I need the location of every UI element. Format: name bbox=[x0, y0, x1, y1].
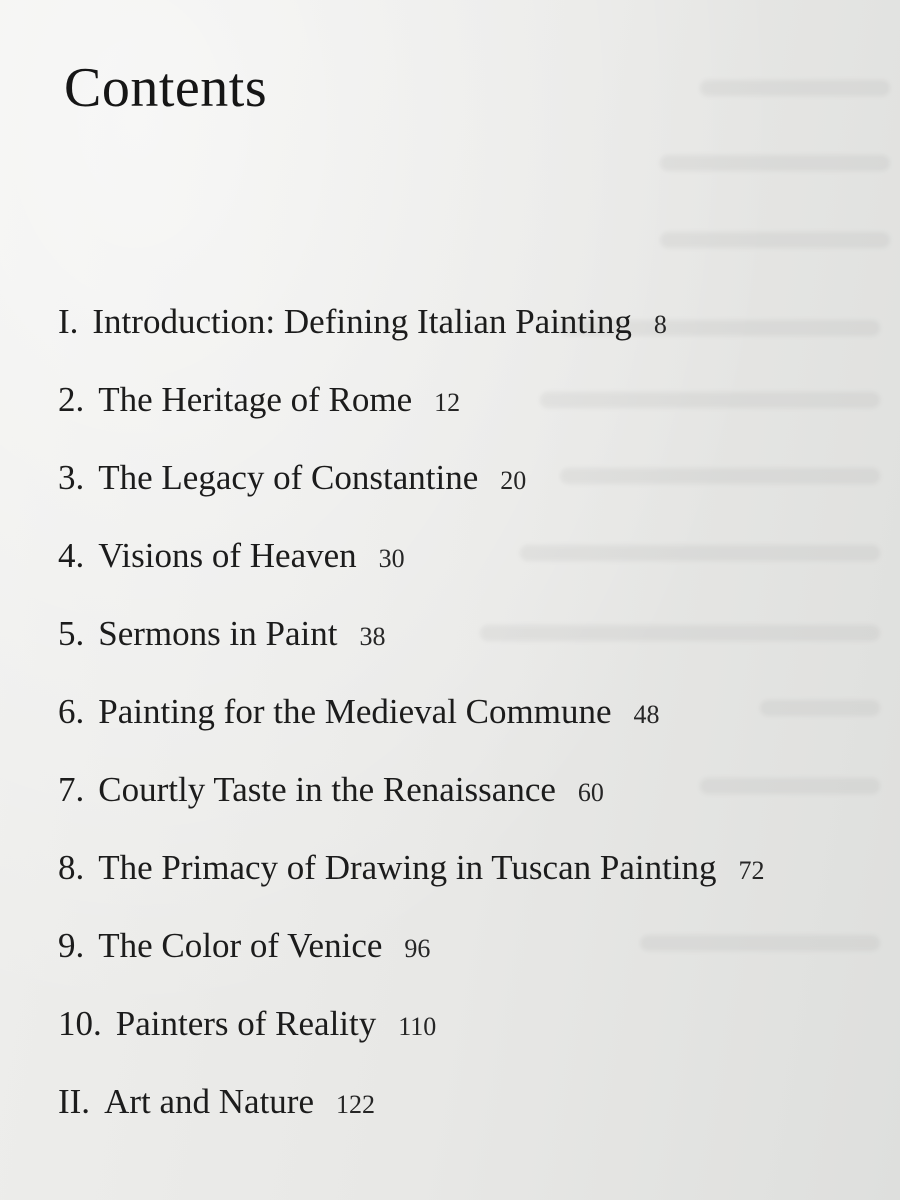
chapter-title: Courtly Taste in the Renaissance bbox=[98, 770, 556, 809]
chapter-number: 10. bbox=[58, 1004, 102, 1043]
chapter-number: 3. bbox=[58, 458, 85, 497]
toc-entry bbox=[58, 536, 878, 614]
page-number: 20 bbox=[500, 466, 527, 495]
chapter-title: Painters of Reality bbox=[115, 1004, 377, 1043]
page-number: 96 bbox=[404, 934, 431, 963]
toc-entry bbox=[58, 926, 878, 1004]
toc-entry bbox=[58, 692, 878, 770]
page-number: 8 bbox=[653, 310, 667, 339]
toc-entry bbox=[58, 1082, 878, 1160]
chapter-title: The Color of Venice bbox=[98, 926, 383, 965]
table-of-contents bbox=[58, 302, 878, 1160]
toc-entry bbox=[58, 1004, 878, 1082]
chapter-number: I. bbox=[58, 302, 79, 341]
chapter-title: Art and Nature bbox=[104, 1082, 314, 1121]
page-number: 122 bbox=[335, 1090, 375, 1119]
toc-entry bbox=[58, 614, 878, 692]
toc-entry bbox=[58, 848, 878, 926]
chapter-number: 6. bbox=[58, 692, 85, 731]
chapter-title: Visions of Heaven bbox=[98, 536, 357, 575]
page-number: 110 bbox=[398, 1012, 437, 1041]
page-number: 38 bbox=[359, 622, 386, 651]
chapter-number: II. bbox=[58, 1082, 91, 1121]
chapter-number: 4. bbox=[58, 536, 85, 575]
chapter-number: 9. bbox=[58, 926, 85, 965]
chapter-title: The Heritage of Rome bbox=[98, 380, 413, 419]
chapter-title: Painting for the Medieval Commune bbox=[98, 692, 612, 731]
toc-entry bbox=[58, 458, 878, 536]
page-title: Contents bbox=[64, 57, 268, 119]
page-number: 72 bbox=[738, 856, 765, 885]
chapter-title: The Primacy of Drawing in Tuscan Painting bbox=[98, 848, 717, 887]
chapter-title: The Legacy of Constantine bbox=[98, 458, 479, 497]
toc-entry bbox=[58, 302, 878, 380]
chapter-number: 2. bbox=[58, 380, 85, 419]
page-number: 48 bbox=[633, 700, 660, 729]
chapter-title: Sermons in Paint bbox=[98, 614, 338, 653]
page-number: 60 bbox=[577, 778, 604, 807]
page-number: 30 bbox=[378, 544, 405, 573]
chapter-number: 7. bbox=[58, 770, 85, 809]
chapter-number: 8. bbox=[58, 848, 85, 887]
page-number: 12 bbox=[434, 388, 461, 417]
toc-entry bbox=[58, 770, 878, 848]
chapter-number: 5. bbox=[58, 614, 85, 653]
toc-entry bbox=[58, 380, 878, 458]
chapter-title: Introduction: Defining Italian Painting bbox=[92, 302, 632, 341]
